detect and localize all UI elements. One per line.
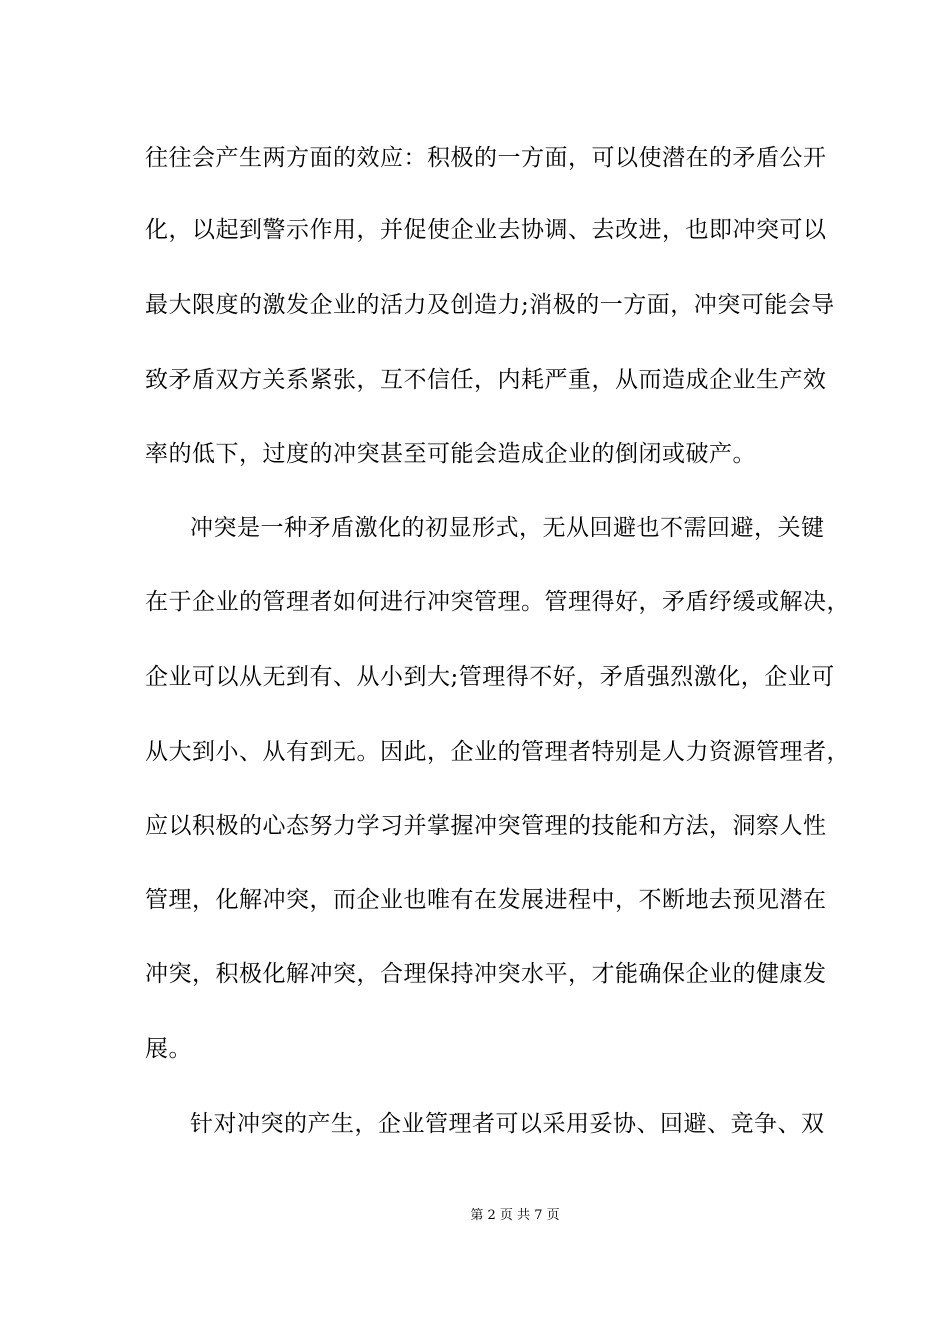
paragraph-1-line-2: 化，以起到警示作用，并促使企业去协调、去改进，也即冲突可以 (145, 217, 827, 243)
paragraph-1-line-5: 率的低下，过度的冲突甚至可能会造成企业的倒闭或破产。 (145, 441, 756, 467)
paragraph-2-line-6: 管理，化解冲突，而企业也唯有在发展进程中，不断地去预见潜在 (145, 887, 827, 913)
paragraph-2-line-7: 冲突，积极化解冲突，合理保持冲突水平，才能确保企业的健康发 (145, 961, 827, 987)
paragraph-2-line-2: 在于企业的管理者如何进行冲突管理。管理得好，矛盾纾缓或解决， (145, 589, 850, 615)
paragraph-1-line-3: 最大限度的激发企业的活力及创造力;消极的一方面，冲突可能会导 (145, 292, 835, 318)
paragraph-2-line-5: 应以积极的心态努力学习并掌握冲突管理的技能和方法，洞察人性 (145, 813, 827, 839)
paragraph-2-line-3: 企业可以从无到有、从小到大;管理得不好，矛盾强烈激化，企业可 (145, 664, 835, 690)
paragraph-1-line-1: 往往会产生两方面的效应：积极的一方面，可以使潜在的矛盾公开 (145, 145, 827, 171)
paragraph-2-line-4: 从大到小、从有到无。因此，企业的管理者特别是人力资源管理者， (145, 739, 850, 765)
page-footer: 第 2 页 共 7 页 (470, 1208, 560, 1223)
paragraph-1-line-4: 致矛盾双方关系紧张，互不信任，内耗严重，从而造成企业生产效 (145, 367, 827, 393)
paragraph-2-line-1: 冲突是一种矛盾激化的初显形式，无从回避也不需回避，关键 (190, 515, 825, 541)
paragraph-3-line-1: 针对冲突的产生，企业管理者可以采用妥协、回避、竞争、双 (190, 1111, 825, 1137)
paragraph-2-line-8: 展。 (145, 1036, 192, 1062)
